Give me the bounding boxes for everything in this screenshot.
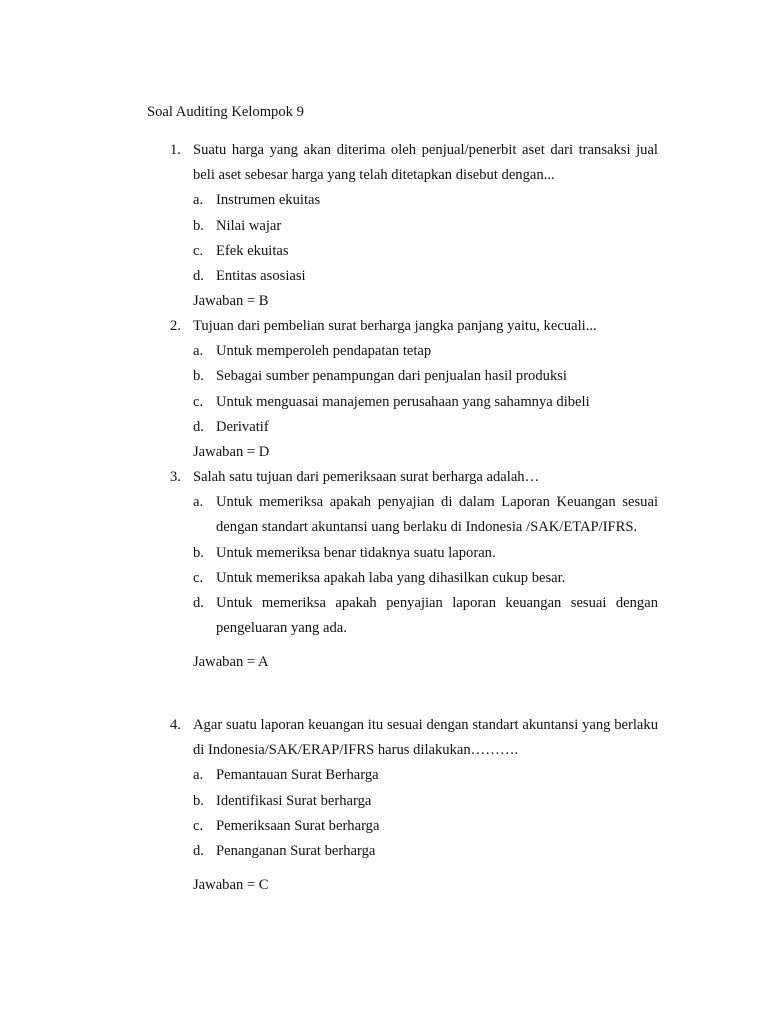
option-letter: d.	[193, 268, 204, 285]
question-number: 3.	[170, 469, 181, 485]
question-number: 2.	[170, 318, 181, 334]
option-letter: d.	[193, 843, 204, 860]
answer-line: Jawaban = A	[193, 654, 269, 671]
option-item	[193, 763, 658, 788]
option-text: Pemeriksaan Surat berharga	[216, 817, 380, 834]
option-letter: b.	[193, 792, 204, 809]
option-text: Entitas asosiasi	[216, 268, 306, 285]
question-text: Agar suatu laporan keuangan itu sesuai dengan standart akuntansi yang berlaku di Indonesia/SAK/ERAP/IFRS harus dilakukan……….	[193, 717, 658, 759]
option-letter: a.	[193, 192, 204, 209]
option-item	[193, 490, 658, 540]
option-item	[193, 264, 658, 289]
option-text: Untuk menguasai manajemen perusahaan yang sahamnya dibeli	[216, 393, 590, 410]
question-number: 1.	[170, 142, 181, 158]
option-item	[193, 188, 658, 213]
option-text: Untuk memeriksa apakah penyajian di dalam Laporan Keuangan sesuai dengan standart akuntansi uang berlaku di Indonesia /SAK/ETAP/IFRS.	[216, 494, 658, 536]
question-text: Tujuan dari pembelian surat berharga jangka panjang yaitu, kecuali...	[193, 318, 597, 334]
option-item	[193, 541, 658, 566]
option-text: Identifikasi Surat berharga	[216, 792, 372, 809]
question-2	[148, 314, 658, 465]
option-item	[193, 390, 658, 415]
question-text: Salah satu tujuan dari pemeriksaan surat berharga adalah…	[193, 469, 540, 485]
option-list	[193, 763, 658, 864]
question-1	[148, 138, 658, 314]
option-letter: c.	[193, 393, 204, 410]
option-item	[193, 789, 658, 814]
question-4	[148, 713, 658, 898]
option-text: Untuk memeriksa benar tidaknya suatu laporan.	[216, 544, 496, 561]
option-letter: d.	[193, 595, 204, 612]
option-text: Efek ekuitas	[216, 242, 289, 259]
option-list	[193, 188, 658, 289]
option-item	[193, 339, 658, 364]
document-title: Soal Auditing Kelompok 9	[147, 104, 304, 120]
option-text: Penanganan Surat berharga	[216, 843, 376, 860]
option-letter: c.	[193, 569, 204, 586]
option-item	[193, 415, 658, 440]
option-letter: b.	[193, 368, 204, 385]
option-text: Pemantauan Surat Berharga	[216, 767, 379, 784]
question-3	[148, 465, 658, 676]
option-text: Nilai wajar	[216, 217, 282, 234]
option-letter: a.	[193, 494, 204, 511]
option-list	[193, 490, 658, 641]
option-item	[193, 214, 658, 239]
option-letter: b.	[193, 544, 204, 561]
option-text: Untuk memperoleh pendapatan tetap	[216, 343, 432, 360]
option-letter: d.	[193, 418, 204, 435]
answer-line: Jawaban = B	[193, 293, 269, 310]
option-text: Derivatif	[216, 418, 269, 435]
option-text: Untuk memeriksa apakah laba yang dihasilkan cukup besar.	[216, 569, 566, 586]
option-letter: a.	[193, 767, 204, 784]
answer-line: Jawaban = D	[193, 444, 270, 461]
option-text: Sebagai sumber penampungan dari penjualan hasil produksi	[216, 368, 567, 385]
option-text: Instrumen ekuitas	[216, 192, 321, 209]
option-item	[193, 839, 658, 864]
option-item	[193, 239, 658, 264]
option-item	[193, 814, 658, 839]
option-list	[193, 339, 658, 440]
option-letter: c.	[193, 817, 204, 834]
option-letter: c.	[193, 242, 204, 259]
option-item	[193, 364, 658, 389]
option-item	[193, 591, 658, 641]
option-letter: b.	[193, 217, 204, 234]
question-number: 4.	[170, 717, 181, 733]
option-item	[193, 566, 658, 591]
option-letter: a.	[193, 343, 204, 360]
question-text: Suatu harga yang akan diterima oleh penjual/penerbit aset dari transaksi jual beli aset sebesar harga yang telah ditetapkan disebut dengan...	[193, 142, 658, 184]
option-text: Untuk memeriksa apakah penyajian laporan keuangan sesuai dengan pengeluaran yang ada.	[216, 595, 658, 637]
answer-line: Jawaban = C	[193, 877, 269, 894]
